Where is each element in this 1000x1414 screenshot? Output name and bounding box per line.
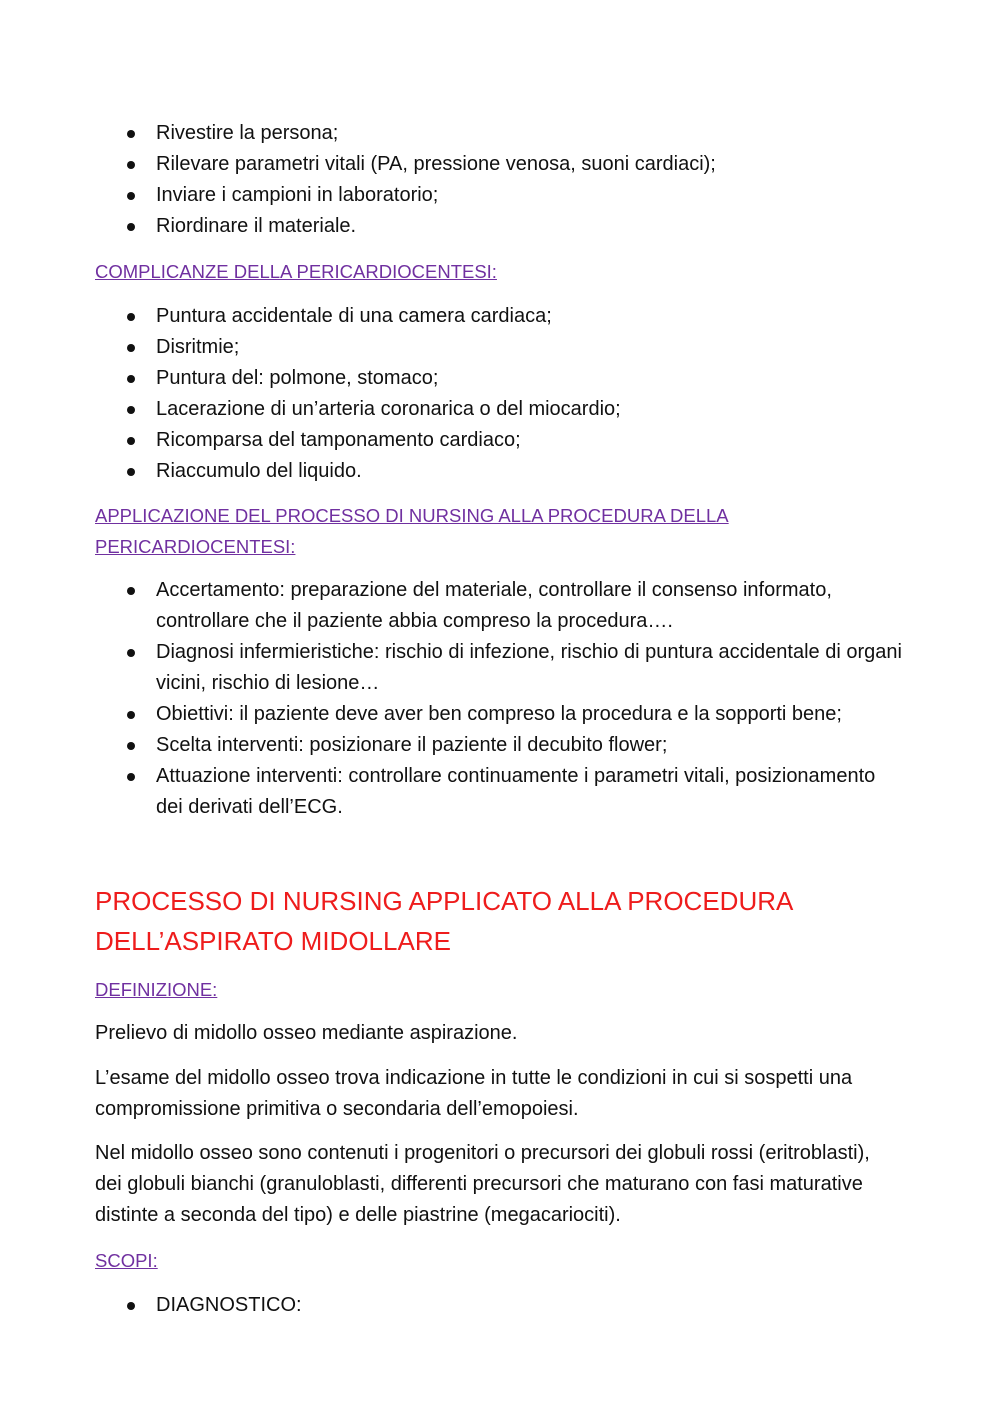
list-item: Puntura accidentale di una camera cardiaca; [95,301,905,332]
scopes-list [95,1290,905,1321]
list-item: Rilevare parametri vitali (PA, pressione venosa, suoni cardiaci); [95,149,905,180]
nursing-process-list [95,575,905,823]
list-item: Accertamento: preparazione del materiale, controllare il consenso informato, controllare che il paziente abbia compreso la procedura…. [95,575,905,637]
post-procedure-list [95,118,905,242]
list-item: Riordinare il materiale. [95,211,905,242]
list-item: DIAGNOSTICO: [95,1290,905,1321]
definition-heading: DEFINIZIONE: [95,979,218,1000]
section-title: PROCESSO DI NURSING APPLICATO ALLA PROCEDURA DELL’ASPIRATO MIDOLLARE [95,886,792,956]
list-item: Inviare i campioni in laboratorio; [95,180,905,211]
list-item: Obiettivi: il paziente deve aver ben compreso la procedura e la sopporti bene; [95,699,905,730]
complications-list [95,301,905,487]
paragraph: Nel midollo osseo sono contenuti i progenitori o precursori dei globuli rossi (eritroblasti), dei globuli bianchi (granuloblasti, differenti precursori che maturano con fasi maturative distinte a seconda del tipo) e delle piastrine (megacariociti). [95,1142,870,1226]
list-item: Ricomparsa del tamponamento cardiaco; [95,425,905,456]
scopes-heading: SCOPI: [95,1250,158,1271]
list-item: Attuazione interventi: controllare continuamente i parametri vitali, posizionamento dei derivati dell’ECG. [95,761,905,823]
list-item: Riaccumulo del liquido. [95,456,905,487]
paragraph: Prelievo di midollo osseo mediante aspirazione. [95,1022,518,1044]
complications-heading: COMPLICANZE DELLA PERICARDIOCENTESI: [95,261,497,282]
list-item: Rivestire la persona; [95,118,905,149]
list-item: Disritmie; [95,332,905,363]
nursing-application-heading: APPLICAZIONE DEL PROCESSO DI NURSING ALLA PROCEDURA DELLA PERICARDIOCENTESI: [95,505,729,557]
list-item: Lacerazione di un’arteria coronarica o del miocardio; [95,394,905,425]
list-item: Scelta interventi: posizionare il paziente il decubito flower; [95,730,905,761]
paragraph: L’esame del midollo osseo trova indicazione in tutte le condizioni in cui si sospetti una compromissione primitiva o secondaria dell’emopoiesi. [95,1067,853,1120]
list-item: Diagnosi infermieristiche: rischio di infezione, rischio di puntura accidentale di organi vicini, rischio di lesione… [95,637,905,699]
list-item: Puntura del: polmone, stomaco; [95,363,905,394]
